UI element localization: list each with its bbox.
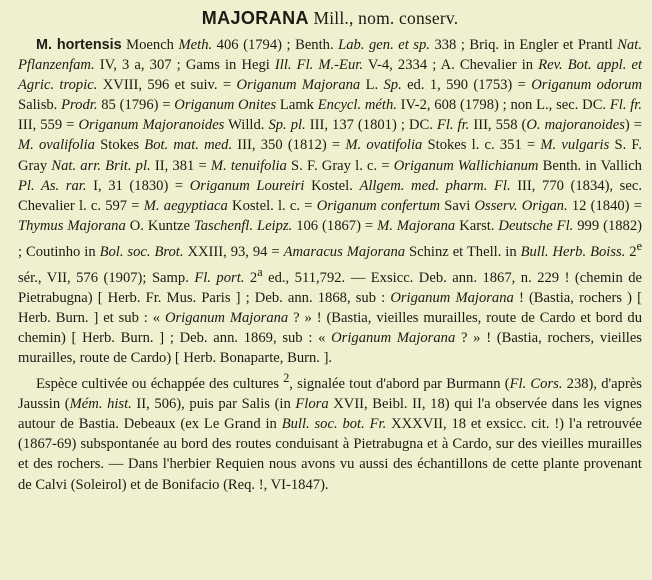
text-run-italic: Osserv. Origan. <box>474 197 568 214</box>
text-run-plain: Stokes <box>94 137 145 154</box>
text-run-plain: I, 31 (1830) = <box>86 177 190 194</box>
text-run-italic: Bot. mat. med. <box>144 137 233 154</box>
text-run-plain: II, 381 = <box>150 157 211 174</box>
text-run-italic: Meth. <box>178 37 213 53</box>
text-run-plain: Kostel. <box>304 177 360 194</box>
text-run-italic: Lab. gen. et sp. <box>338 37 430 53</box>
text-run-italic: Mém. hist. <box>69 396 132 413</box>
text-run-plain: III, 558 ( <box>469 117 527 134</box>
text-run-italic: Deutsche Fl. <box>498 217 574 234</box>
text-run-italic: Origanum Wallichianum <box>393 157 539 174</box>
text-run-italic: Origanum odorum <box>531 77 642 94</box>
text-run-plain: Willd. <box>224 117 269 134</box>
text-run-italic: Bull. Herb. Boiss. <box>520 243 626 260</box>
text-run-sup: a <box>257 264 263 279</box>
text-run-plain: XVIII, 596 et suiv. = <box>97 77 237 94</box>
text-run-italic: Origanum Majorana <box>236 77 361 94</box>
text-run-italic: Allgem. med. pharm. Fl. <box>359 177 511 194</box>
text-run-sup: e <box>636 238 642 253</box>
genus-heading <box>18 6 642 30</box>
text-run-italic: Origanum Majorana <box>331 330 456 347</box>
text-run-italic: Fl. fr. <box>436 117 470 134</box>
text-run-plain: V-4, 2334 ; A. Chevalier in <box>362 57 539 74</box>
synonymy-paragraph <box>18 35 642 368</box>
text-run-italic: O. majoranoides <box>526 117 625 134</box>
text-run-italic: Encycl. méth. <box>317 97 397 114</box>
text-run-italic: Flora <box>295 396 329 413</box>
text-run-plain: XVII, Beibl. II, 18) qui l'a observée dans les vignes autour de Bastia. Debeaux (ex Le Grand in <box>18 396 642 433</box>
text-run-italic: Origanum Majorana <box>164 309 289 326</box>
text-run-italic: Origanum Onites <box>174 97 277 114</box>
text-run-plain: IV, 3 a, 307 ; Gams in Hegi <box>94 57 275 74</box>
text-run-italic: Origanum confertum <box>316 197 441 214</box>
text-run-italic: Amaracus Majorana <box>283 243 406 260</box>
text-run-plain: 406 (1794) ; Benth. <box>212 37 339 53</box>
text-run-plain: ed., 511,792. — Exsicc. Deb. ann. 1867, n. 229 ! (chemin de Pietrabugna) [ Herb. Fr. Mus. Paris ] ; Deb. ann. 1868, sub : <box>18 269 643 306</box>
text-run-plain: Savi <box>440 197 475 214</box>
text-run-italic: Bull. soc. bot. Fr. <box>281 416 387 433</box>
text-run-plain: II, 506), puis par Salis (in <box>131 396 296 413</box>
text-run-plain: Lamk <box>276 97 318 114</box>
text-run-italic: Pl. As. rar. <box>18 177 87 194</box>
text-run-plain: S. F. Gray <box>18 137 643 174</box>
text-run-italic: M. vulgaris <box>540 137 610 154</box>
text-run-italic: Origanum Majoranoides <box>78 117 225 134</box>
text-run-italic: Prodr. <box>61 97 98 114</box>
text-run-plain: ? » ! (Bastia, vieilles murailles, route de Cardo et bord du chemin) [ Herb. Burn. ] ; Deb. ann. 1869, sub : « <box>18 309 643 347</box>
genus-name: MAJORANA <box>201 8 309 28</box>
text-run-plain: 338 ; Briq. in Engler et Prantl <box>429 37 618 53</box>
text-run-italic: Taschenfl. Leipz. <box>193 217 293 234</box>
text-run-italic: Rev. Bot. appl. et Agric. tropic. <box>18 57 642 94</box>
text-run-plain: 238), d'après Jaussin ( <box>18 376 642 413</box>
text-run-plain: O. Kuntze <box>125 217 194 234</box>
text-run-italic: M. Majorana <box>377 217 456 234</box>
text-run-italic: Sp. pl. <box>268 117 306 134</box>
nomenclatural-status: nom. conserv. <box>358 8 459 28</box>
text-run-plain: Schinz et Thell. in <box>405 243 521 260</box>
text-run-italic: Thymus Majorana <box>18 217 126 234</box>
text-run-plain: Karst. <box>455 217 499 234</box>
text-run-italic: Fl. Cors. <box>509 376 563 393</box>
text-run-italic: M. aegyptiaca <box>143 197 228 214</box>
genus-authority: Mill., <box>313 8 354 28</box>
text-run-plain: Benth. in Vallich <box>538 157 642 174</box>
text-run-italic: Nat. arr. Brit. pl. <box>51 157 151 174</box>
text-run-italic: Fl. port. <box>194 269 245 286</box>
text-run-plain: Moench <box>121 37 179 53</box>
text-run-species: M. hortensis <box>36 37 122 53</box>
text-run-plain: 999 (1882) ; Coutinho in <box>18 217 642 260</box>
text-run-plain: ? » ! (Bastia, rochers, vieilles murailles, route de Cardo) [ Herb. Bonaparte, Burn. ]. <box>18 330 642 367</box>
text-run-plain: 2 <box>625 243 637 260</box>
text-run-italic: Fl. fr. <box>609 97 643 114</box>
text-run-plain: ! (Bastia, rochers ) [ Herb. Burn. ] et sub : « <box>18 289 642 326</box>
text-run-plain: Espèce cultivée ou échappée des cultures <box>36 376 284 393</box>
text-run-plain: Stokes l. c. 351 = <box>422 137 541 154</box>
text-run-italic: M. tenuifolia <box>210 157 287 174</box>
text-run-italic: Sp. <box>383 77 402 94</box>
text-run-italic: Ill. Fl. M.-Eur. <box>274 57 363 74</box>
text-run-plain: III, 137 (1801) ; DC. <box>305 117 437 134</box>
text-run-italic: Origanum Loureiri <box>189 177 305 194</box>
text-run-plain: S. F. Gray l. c. = <box>286 157 394 174</box>
distribution-notes-paragraph <box>18 368 642 494</box>
text-run-plain: sér., VII, 576 (1907); Samp. <box>18 269 195 286</box>
text-run-plain: XXXVII, 18 et exsicc. cit. !) l'a retrouvée (1867-69) subspontanée au bord des routes conduisant à Pietrabugna et à Cardo, sur des vieilles murailles et des rochers. — Dans l'herbier Requien nous avons vu aussi des échantillons de cette plante provenant de Calvi (Soleirol) et de Bonifacio (Req. !, VI-1847). <box>18 416 642 493</box>
text-run-plain: ) = <box>624 117 642 134</box>
text-run-plain: , signalée tout d'abord par Burmann ( <box>289 376 510 393</box>
text-run-italic: M. ovatifolia <box>345 137 423 154</box>
text-run-plain: XXIII, 93, 94 = <box>183 243 284 260</box>
text-run-plain: 106 (1867) = <box>292 217 378 234</box>
text-run-plain: IV-2, 608 (1798) ; non L., sec. DC. <box>396 97 610 114</box>
text-run-plain: III, 350 (1812) = <box>232 137 346 154</box>
text-run-plain: 85 (1796) = <box>97 97 175 114</box>
text-run-italic: Bol. soc. Brot. <box>99 243 184 260</box>
text-run-plain: ed. 1, 590 (1753) = <box>401 77 532 94</box>
text-run-italic: Nat. Pflanzenfam. <box>18 37 642 74</box>
text-run-italic: M. ovalifolia <box>18 137 95 154</box>
text-run-plain: 2 <box>244 269 258 286</box>
text-run-plain: 12 (1840) = <box>567 197 642 214</box>
text-run-plain: III, 559 = <box>18 117 79 134</box>
text-run-plain: Salisb. <box>18 97 62 114</box>
text-run-plain: III, 770 (1834), sec. Chevalier l. c. 597 = <box>18 177 642 214</box>
text-run-plain: Kostel. l. c. = <box>227 197 317 214</box>
text-run-italic: Origanum Majorana <box>390 289 514 306</box>
text-run-plain: L. <box>360 77 384 94</box>
text-run-sup: 2 <box>283 371 290 386</box>
